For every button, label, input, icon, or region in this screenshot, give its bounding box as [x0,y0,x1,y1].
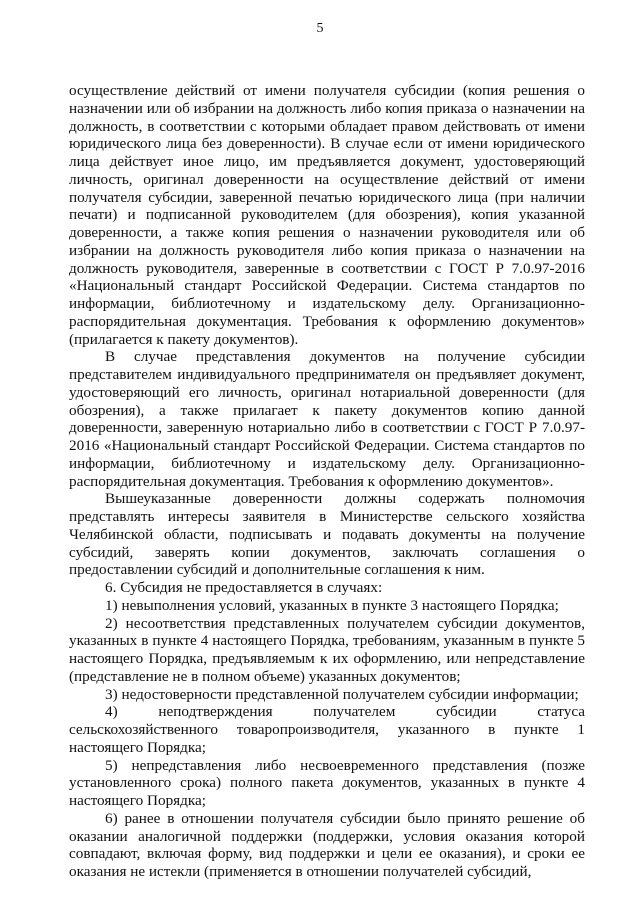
list-item-3: 3) недостоверности представленной получателем субсидии информации; [105,685,579,703]
paragraph-2: В случае представления документов на получение субсидии представителем индивидуального предпринимателя он предъявляет документ, удостоверяющий его личность, оригинал нотариальной доверенности (для обозрения), а также прилагает к пакету документов копию данной доверенности, заверенную нотариально либо в соответствии с ГОСТ Р 7.0.97-2016 «Национальный стандарт Российской Федерации. Система стандартов по информации, библиотечному и издательскому делу. Организационно-распорядительная документация. Требования к оформлению документов». [69,348,585,490]
list-item-6: 6) ранее в отношении получателя субсидии было принято решение об оказании аналогичной поддержки (поддержки, условия оказания которой совпадают, включая форму, вид поддержки и цели ее оказания), и сроки ее оказания не истекли (применяется в отношении получателей субсидий, [69,809,585,880]
document-body [69,82,585,881]
list-item-5: 5) непредставления либо несвоевременного представления (позже установленного срока) полного пакета документов, указанных в пункте 4 настоящего Порядка; [69,756,585,809]
paragraph-1: осуществление действий от имени получателя субсидии (копия решения о назначении или об избрании на должность либо копия приказа о назначении на должность, в соответствии с которыми обладает правом действовать от имени юридического лица без доверенности). В случае если от имени юридического лица действует иное лицо, им предъявляется документ, удостоверяющий личность, оригинал доверенности на осуществление действий от имени получателя субсидии, заверенной печатью юридического лица (при наличии печати) и подписанной руководителем (для обозрения), копия указанной доверенности, а также копия решения о назначении руководителя или об избрании на должность руководителя либо копия приказа о назначении на должность руководителя, заверенные в соответствии с ГОСТ Р 7.0.97-2016 «Национальный стандарт Российской Федерации. Система стандартов по информации, библиотечному и издательскому делу. Организационно-распорядительная документация. Требования к оформлению документов» (прилагается к пакету документов). [69,82,585,348]
list-item-1: 1) невыполнения условий, указанных в пункте 3 настоящего Порядка; [105,596,559,614]
list-item-2: 2) несоответствия представленных получателем субсидии документов, указанных в пункте 4 настоящего Порядка, требованиям, указанным в пункте 5 настоящего Порядка, предъявляемым к их оформлению, или непредставление (представление не в полном объеме) указанных документов; [69,614,585,685]
list-item-4: 4) неподтверждения получателем субсидии статуса сельскохозяйственного товаропроизводителя, указанного в пункте 1 настоящего Порядка; [69,703,585,756]
page-number: 5 [316,21,324,36]
paragraph-4: 6. Субсидия не предоставляется в случаях: [105,579,383,596]
paragraph-3: Вышеуказанные доверенности должны содержать полномочия представлять интересы заявителя в Министерстве сельского хозяйства Челябинской области, подписывать и подавать документы на получение субсидий, заверять копии документов, заключать соглашения о предоставлении субсидий и дополнительные соглашения к ним. [69,490,585,579]
